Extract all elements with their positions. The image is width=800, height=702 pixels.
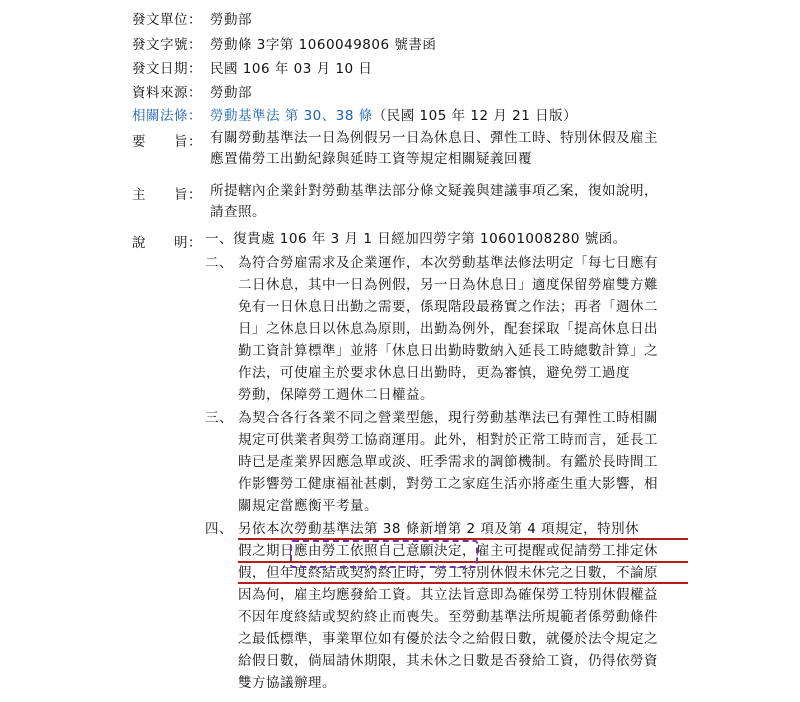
explanation-p3: [205, 407, 685, 517]
meta-law-row: [132, 104, 577, 124]
explanation-p2-line: 為符合勞雇需求及企業運作，本次勞動基準法修法明定「每七日應有: [238, 255, 658, 271]
main-text: [210, 181, 680, 223]
explanation-p4-line: 因為何，雇主均應發給工資。其立法旨意即為確保勞工特別休假權益: [238, 587, 658, 603]
red-underline-annotation: [238, 582, 688, 584]
explanation-p4-line: 給假日數，倘屆請休期限，其未休之日數是否發給工資，仍得依勞資: [238, 653, 658, 669]
explanation-p3-line: 時已是產業界因應急單或淡、旺季需求的調節機制。有鑑於長時間工: [238, 454, 658, 470]
meta-docno-row: [132, 33, 436, 53]
meta-source-label: 資料來源：: [132, 85, 202, 101]
summary-label: 要 旨：: [132, 134, 202, 150]
explanation-p3-line: 作影響勞工健康福祉甚劇，對勞工之家庭生活亦將產生重大影響，相: [238, 476, 658, 492]
explanation-p2: [205, 252, 685, 406]
meta-date-label: 發文日期：: [132, 61, 202, 77]
explanation-p3-number: 三、: [205, 410, 233, 426]
explanation-p2-line: 二日休息，其中一日為例假，另一日為休息日」適度保留勞雇雙方難: [238, 277, 658, 293]
meta-law-note: （民國 105 年 12 月 21 日版）: [372, 108, 578, 124]
meta-unit-label: 發文單位：: [132, 12, 202, 28]
explanation-p2-line: 勤工資計算標準」並將「休息日出勤時數納入延長工時總數計算」之: [238, 343, 658, 359]
explanation-p2-line: 免有一日休息日出勤之需要，係現階段最務實之作法；再者「週休二: [238, 299, 658, 315]
explanation-p4-line: 假，但年度終結或契約終止時，勞工特別休假未休完之日數，不論原: [238, 565, 658, 581]
explanation-p4-line: 假之期日應由勞工依照自己意願決定，雇主可提醒或促請勞工排定休: [238, 543, 658, 559]
explanation-p2-line: 勞動，保障勞工週休二日權益。: [238, 387, 434, 403]
explanation-p4-line: 之最低標準，事業單位如有優於法令之給假日數，就優於法令規定之: [238, 631, 658, 647]
explanation-p2-line: 作法，可使雇主於要求休息日出勤時，更為審慎，避免勞工過度: [238, 365, 630, 381]
explanation-p4-line: 雙方協議辦理。: [238, 675, 336, 691]
main-line: 請查照。: [210, 204, 266, 220]
related-law-link[interactable]: 勞動基準法 第 30、38 條: [210, 108, 373, 124]
summary-line: 有關勞動基準法一日為例假另一日為休息日、彈性工時、特別休假及雇主: [210, 130, 658, 146]
explanation-p4-line: 另依本次勞動基準法第 38 條新增第 2 項及第 4 項規定，特別休: [238, 521, 640, 537]
explanation-p2-number: 二、: [205, 255, 233, 271]
meta-unit-value: 勞動部: [210, 12, 252, 28]
main-label: 主 旨：: [132, 187, 202, 203]
meta-date-row: [132, 57, 372, 77]
explanation-p3-line: 規定可供業者與勞工協商運用。此外，相對於正常工時而言，延長工: [238, 432, 658, 448]
explanation-p4-line: 不因年度終結或契約終止而喪失。至勞動基準法所規範者係勞動條件: [238, 609, 658, 625]
main-line: 所提轄內企業針對勞動基準法部分條文疑義與建議事項乙案，復如說明，: [210, 183, 658, 199]
dashed-highlight-box: [290, 540, 478, 568]
explanation-p3-line: 關規定當應衡平考量。: [238, 498, 378, 514]
meta-docno-value: 勞動條 3字第 1060049806 號書函: [210, 37, 437, 53]
meta-source-value: 勞動部: [210, 85, 252, 101]
meta-date-value: 民國 106 年 03 月 10 日: [210, 61, 373, 77]
meta-docno-label: 發文字號：: [132, 37, 202, 53]
explanation-label: 說 明：: [132, 235, 202, 251]
explanation-p4-number: 四、: [205, 521, 233, 537]
summary-text: [210, 128, 680, 170]
explanation-p2-line: 日」之休息日以休息為原則，出勤為例外，配套採取「提高休息日出: [238, 321, 658, 337]
meta-source-row: [132, 81, 252, 101]
explanation-p3-line: 為契合各行各業不同之營業型態，現行勞動基準法已有彈性工時相關: [238, 410, 658, 426]
explanation-p1: [205, 229, 685, 250]
explanation-p1-line: 一、復貴處 106 年 3 月 1 日經加四勞字第 10601008280 號函。: [205, 231, 627, 247]
summary-line: 應置備勞工出勤紀錄與延時工資等規定相關疑義回覆: [210, 151, 532, 167]
meta-unit-row: [132, 8, 252, 28]
meta-law-label: 相關法條：: [132, 108, 202, 124]
